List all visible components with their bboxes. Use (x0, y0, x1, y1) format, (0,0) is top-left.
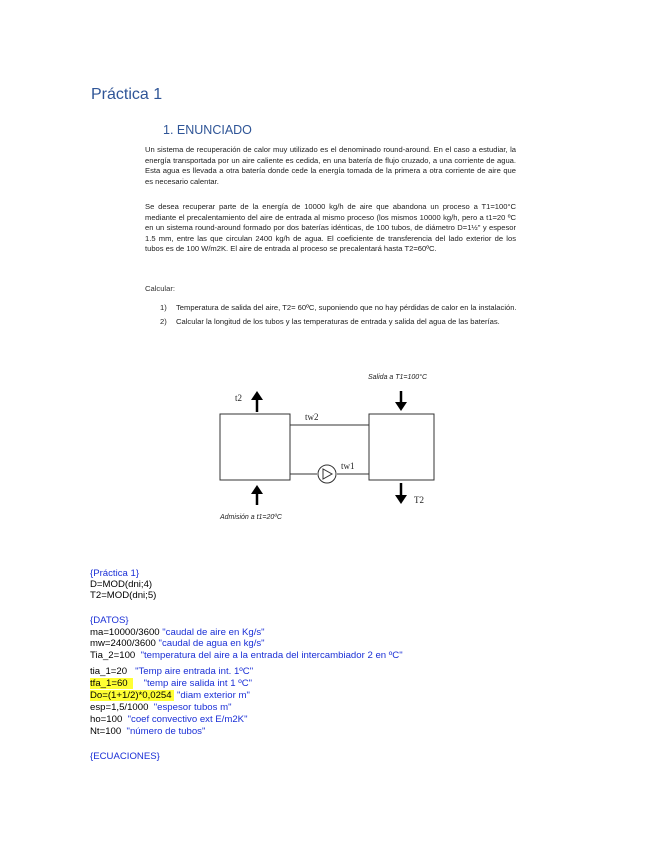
paragraph-intro: Un sistema de recuperación de calor muy utilizado es el denominado round-around. En el caso a estudiar, la energía transportada por un aire caliente es cedida, en una batería de flujo cruzado, a una corriente de agua. Esta agua es llevada a otra batería donde cede la energía tomada de la primera a otra corriente de aire que es necesario calentar. (145, 145, 516, 186)
code-expr: Nt=100 (90, 726, 124, 737)
code-comment: "espesor tubos m" (151, 702, 232, 713)
label-t2: t2 (235, 393, 243, 403)
code-expr: ho=100 (90, 714, 125, 725)
code-row (90, 638, 265, 650)
code-comment: "temperatura del aire a la entrada del intercambiador 2 en ºC" (137, 650, 403, 661)
battery-left (220, 414, 290, 480)
page-title: Práctica 1 (91, 86, 163, 103)
code-expr: Tia_2=100 (90, 650, 138, 661)
code-comment-header: {Práctica 1} (90, 568, 140, 579)
code-comment: "temp aire salida int 1 ºC" (132, 678, 253, 689)
label-T2: T2 (414, 495, 424, 505)
code-comment: "Temp aire entrada int. 1ºC" (129, 666, 254, 677)
code-expr: ma=10000/3600 (90, 627, 163, 638)
code-row (90, 627, 265, 639)
calc-item-number: 1) (160, 303, 167, 312)
code-expr: mw=2400/3600 (90, 638, 159, 649)
battery-right (369, 414, 434, 480)
calc-item-number: 2) (160, 316, 167, 326)
code-row (90, 726, 205, 738)
code-row (90, 678, 252, 690)
code-datos-header: {DATOS} (90, 615, 129, 626)
code-expr: tia_1=20 (90, 666, 130, 677)
code-row (90, 690, 250, 702)
code-expr: esp=1,5/1000 (90, 702, 152, 713)
code-comment: "número de tubos" (123, 726, 206, 737)
code-expr-highlighted: tfa_1=60 (90, 678, 133, 689)
code-row (90, 714, 247, 726)
label-admision: Admisión a t1=20ºC (220, 514, 282, 521)
code-comment: "caudal de aire en Kg/s" (162, 627, 265, 638)
code-row (90, 702, 232, 714)
code-line-d: D=MOD(dni;4) (90, 579, 153, 590)
paragraph-problem: Se desea recuperar parte de la energía de 10000 kg/h de aire que abandona un proceso a T1=100°C mediante el precalentamiento del aire de entrada al mismo proceso (los mismos 10000 kg/h, pero a t1=20 ºC en un sistema round-around formado por dos baterías idénticas, de 100 tubos, de diámetro D=1½" y espesor 1.5 mm, entre las que circulan 2400 kg/h de agua. El coeficiente de transferencia del lado exterior de los tubos es de 100 W/m2K. El aire de entrada al proceso se precalentará hasta T2=60ºC. (145, 202, 516, 254)
calc-item (160, 303, 517, 314)
code-ecuaciones-header: {ECUACIONES} (90, 751, 160, 762)
calc-list (160, 303, 517, 330)
calc-item-text: Temperatura de salida del aire, T2= 60ºC, suponiendo que no hay pérdidas de calor en la instalación. (176, 303, 517, 312)
label-tw1: tw1 (341, 461, 355, 471)
calc-item-text: Calcular la longitud de los tubos y las temperaturas de entrada y salida del agua de las baterías. (176, 316, 500, 326)
code-comment: "coef convectivo ext E/m2K" (124, 714, 248, 725)
section-heading: 1. ENUNCIADO (163, 123, 252, 137)
calc-label: Calcular: (145, 284, 175, 293)
code-expr-highlighted: Do=(1+1/2)*0,0254 (90, 690, 175, 701)
label-salida: Salida a T1=100°C (368, 374, 428, 381)
code-comment: "diam exterior m" (174, 690, 250, 701)
pump-icon (318, 465, 336, 483)
code-row (90, 666, 253, 678)
label-tw2: tw2 (305, 412, 319, 422)
code-row (90, 650, 403, 662)
calc-item (160, 317, 517, 328)
code-comment: "caudal de agua en kg/s" (158, 638, 265, 649)
code-line-t2: T2=MOD(dni;5) (90, 590, 157, 601)
